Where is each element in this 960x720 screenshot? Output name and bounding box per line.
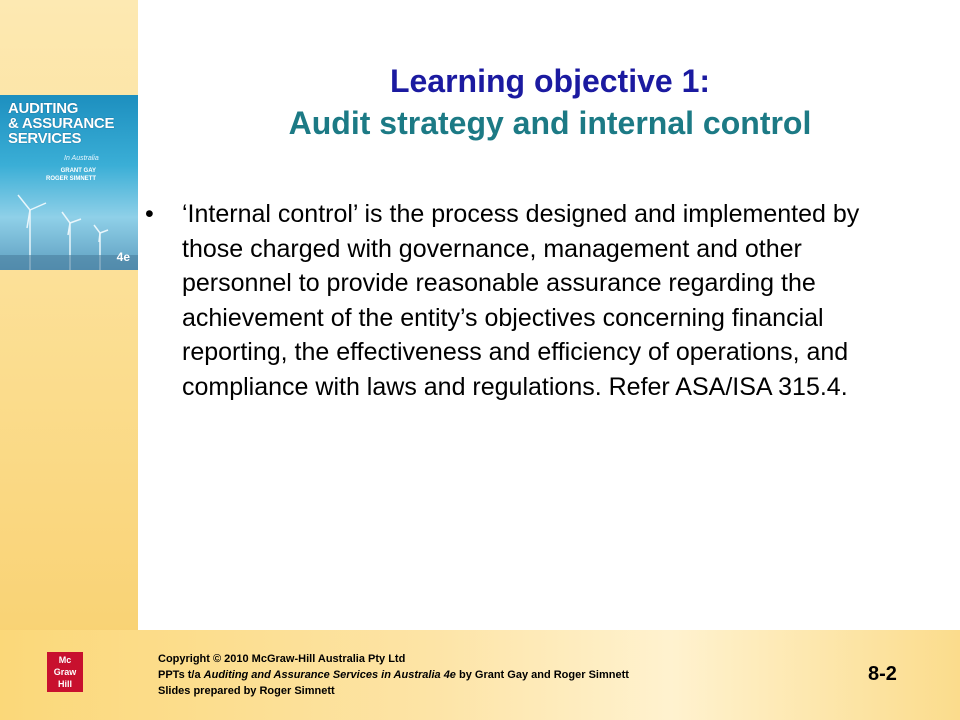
logo-line3: Hill [57,679,72,689]
book-cover-line2: & ASSURANCE [8,115,115,132]
book-cover-authors [46,167,96,183]
book-cover-line1: AUDITING [8,100,79,117]
footer-ppt-suffix: by Grant Gay and Roger Simnett [455,669,629,681]
footer-copyright: Copyright © 2010 McGraw-Hill Australia Pty Ltd [158,653,406,665]
book-cover-edition: 4e [116,250,130,264]
footer-book-title: Auditing and Assurance Services in Australia 4e [203,669,456,681]
book-cover-author1: GRANT GAY [60,168,97,174]
bullet-text: ‘Internal control’ is the process designed and implemented by those charged with governance, management and other personnel to provide reasonable assurance regarding the achievement of the entity’s objectives concerning financial reporting, the effectiveness and efficiency of operations, and compliance with laws and regulations. Refer ASA/ISA 315.4. [182,200,860,401]
footer-prepared-by: Slides prepared by Roger Simnett [158,685,335,697]
book-cover-title [8,101,134,146]
footer-ppt-prefix: PPTs t/a [158,669,204,681]
footer-ppt-credit [158,667,818,683]
bullet-icon: • [145,200,154,228]
book-cover-line3: SERVICES [8,130,82,147]
logo-line1: Mc [58,655,72,665]
slide-number: 8-2 [868,663,897,685]
book-cover-image [0,95,138,270]
slide-title-line1: Learning objective 1: [389,63,711,99]
mcgraw-hill-logo [47,652,83,692]
slide-title [160,60,940,144]
slide-title-line2: Audit strategy and internal control [288,105,812,141]
slide-bullet-item [145,197,890,404]
footer-credits [158,651,818,699]
book-cover-author2: ROGER SIMNETT [46,176,97,182]
logo-line2: Graw [53,667,77,677]
book-cover-subtitle: In Australia [64,155,99,162]
